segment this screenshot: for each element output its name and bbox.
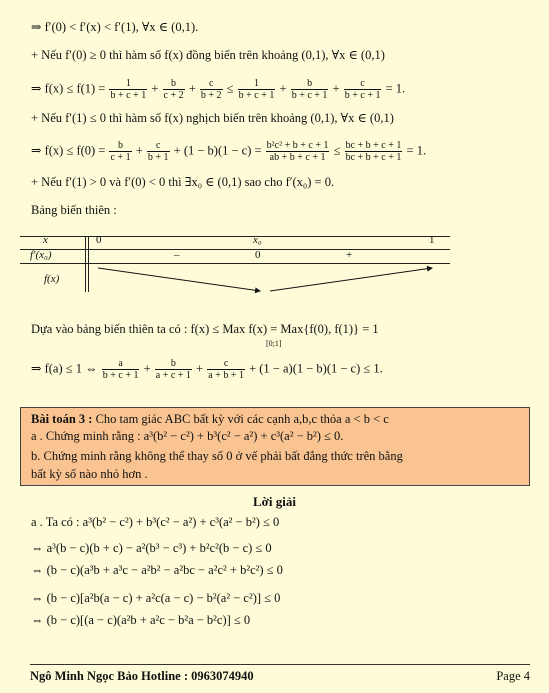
table-xmid: x₀ bbox=[253, 234, 262, 246]
table-x-label: x bbox=[43, 234, 48, 246]
footer-author: Ngô Minh Ngọc Bảo bbox=[30, 669, 138, 683]
line-1: ⇒ f′(0) < f′(x) < f′(1), ∀x ∈ (0,1). bbox=[31, 20, 199, 34]
fraction: $\frac{c}{b + 2}$ bbox=[200, 78, 222, 101]
table-x0: 0 bbox=[96, 234, 102, 246]
variation-table bbox=[20, 236, 450, 292]
table-zero: 0 bbox=[255, 249, 261, 261]
problem-heading: Bài toán 3 : Cho tam giác ABC bất kỳ với các cạnh a,b,c thỏa a < b < c bbox=[31, 412, 389, 426]
table-fp-label: f′(x₀) bbox=[30, 249, 52, 261]
table-plus: + bbox=[346, 249, 353, 261]
line-6: + Nếu f′(1) > 0 và f′(0) < 0 thì ∃x₀ ∈ (0,1) sao cho f′(x₀) = 0. bbox=[31, 175, 335, 189]
problem-box bbox=[20, 407, 530, 486]
fraction: $\frac{\text{b²c² + b + c + 1}}{ab + b + c + 1}$ bbox=[266, 140, 329, 163]
line-9: ⇒ f(a) ≤ 1 ⇔ $\frac{a}{b + c + 1}$ + $\frac{b}{a + c + 1}$ + $\frac{c}{a + b + 1}$ + (1 − a)(1 − b)(1 − c) ≤ 1. bbox=[31, 358, 383, 381]
fraction: $\frac{c}{b + 1}$ bbox=[147, 140, 169, 163]
solution-line-1: a . Ta có : a³(b² − c²) + b³(c² − a²) + c³(a² − b²) ≤ 0 bbox=[31, 515, 280, 529]
fraction: $\frac{b}{c + 1}$ bbox=[110, 140, 131, 163]
fraction: $\frac{1}{b + c + 1}$ bbox=[110, 78, 147, 101]
max-subscript: [0;1] bbox=[266, 339, 282, 348]
problem-part-b-line2: bất kỳ số nào nhỏ hơn . bbox=[31, 467, 148, 481]
problem-part-a: a . Chứng minh rằng : a³(b² − c²) + b³(c² − a²) + c³(a² − b²) ≤ 0. bbox=[31, 429, 344, 443]
line-5: ⇒ f(x) ≤ f(0) = $\frac{b}{c + 1}$ + $\frac{c}{b + 1}$ + (1 − b)(1 − c) = $\frac{\text{b²c² + b + c + 1}}{ab + b + c + 1}$ ≤ $\frac{bc + b + c + 1}{bc + b + c + 1}$ = 1. bbox=[31, 140, 427, 163]
line-2: + Nếu f′(0) ≥ 0 thì hàm số f(x) đồng biến trên khoảng (0,1), ∀x ∈ (0,1) bbox=[31, 48, 385, 62]
table-minus: – bbox=[174, 249, 180, 261]
fraction: $\frac{c}{b + c + 1}$ bbox=[344, 78, 381, 101]
line-4: + Nếu f′(1) ≤ 0 thì hàm số f(x) nghịch biến trên khoảng (0,1), ∀x ∈ (0,1) bbox=[31, 111, 394, 125]
solution-line-5: ⇔ (b − c)[(a − c)(a²b + a²c − b²a − b²c)] ≤ 0 bbox=[31, 613, 251, 627]
solution-title: Lời giải bbox=[253, 494, 296, 509]
table-x1: 1 bbox=[429, 234, 435, 246]
line-7: Bảng biến thiên : bbox=[31, 203, 117, 217]
fraction: $\frac{b}{c + 2}$ bbox=[163, 78, 184, 101]
solution-line-4: ⇔ (b − c)[a²b(a − c) + a²c(a − c) − b²(a² − c²)] ≤ 0 bbox=[31, 591, 281, 605]
fraction: $\frac{a}{b + c + 1}$ bbox=[102, 358, 139, 381]
line-8: Dựa vào bảng biến thiên ta có : f(x) ≤ Max f(x) = Max{f(0), f(1)} = 1 bbox=[31, 322, 379, 336]
table-f-label: f(x) bbox=[44, 273, 60, 285]
footer-page-number: Page 4 bbox=[496, 669, 530, 683]
solution-line-3: ⇔ (b − c)(a³b + a³c − a²b² − a²bc − a²c² + b²c²) ≤ 0 bbox=[31, 563, 283, 577]
footer-hotline: Hotline : 0963074940 bbox=[138, 669, 254, 683]
problem-part-b-line1: b. Chứng minh rằng không thể thay số 0 ở vế phải bất đẳng thức trên bằng bbox=[31, 449, 403, 463]
page-footer bbox=[30, 664, 530, 684]
line-3: ⇒ f(x) ≤ f(1) = $\frac{1}{b + c + 1}$ + $\frac{b}{c + 2}$ + $\frac{c}{b + 2}$ ≤ $\frac{1}{b + c + 1}$ + $\frac{b}{b + c + 1}$ + $\frac{c}{b + c + 1}$ = 1. bbox=[31, 78, 406, 101]
fraction: $\frac{b}{a + c + 1}$ bbox=[155, 358, 191, 381]
fraction: $\frac{b}{b + c + 1}$ bbox=[291, 78, 328, 101]
fraction: $\frac{c}{a + b + 1}$ bbox=[208, 358, 244, 381]
solution-line-2: ⇔ a³(b − c)(b + c) − a²(b³ − c³) + b²c²(b − c) ≤ 0 bbox=[31, 541, 272, 555]
variation-arrows bbox=[20, 236, 450, 296]
fraction: $\frac{bc + b + c + 1}{bc + b + c + 1}$ bbox=[345, 140, 402, 163]
fraction: $\frac{1}{b + c + 1}$ bbox=[238, 78, 275, 101]
